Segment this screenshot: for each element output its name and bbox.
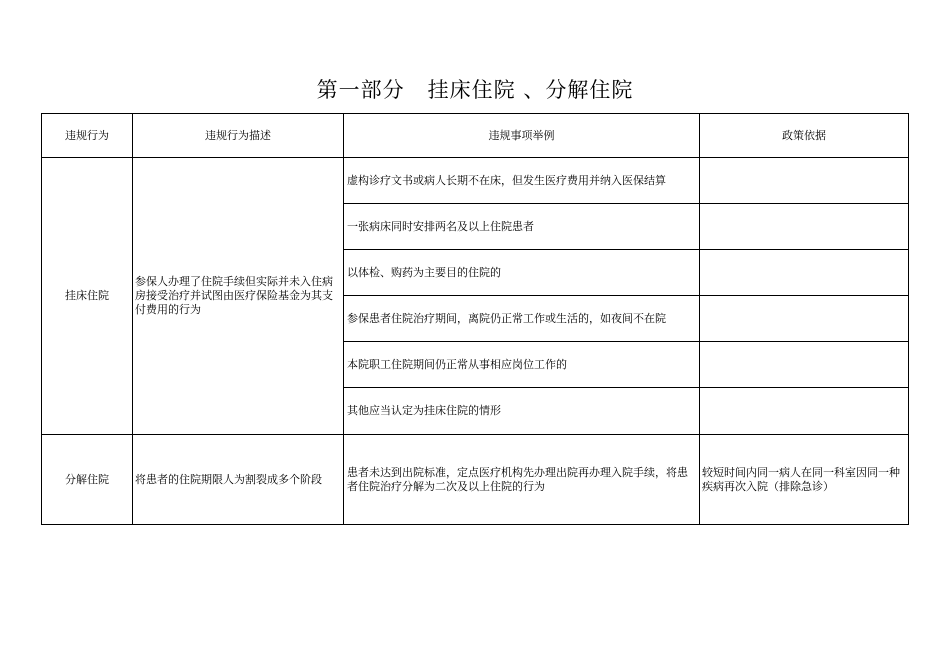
header-behavior: 违规行为 <box>42 114 133 158</box>
description-cell: 参保人办理了住院手续但实际并未入住病房接受治疗并试图由医疗保险基金为其支付费用的行为 <box>133 158 344 435</box>
violations-table <box>41 113 909 525</box>
table-header-row <box>42 114 909 158</box>
example-cell: 其他应当认定为挂床住院的情形 <box>344 388 700 435</box>
example-cell: 一张病床同时安排两名及以上住院患者 <box>344 204 700 250</box>
basis-cell <box>700 388 909 435</box>
basis-cell <box>700 250 909 296</box>
header-description: 违规行为描述 <box>133 114 344 158</box>
basis-cell: 较短时间内同一病人在同一科室因同一种疾病再次入院（排除急诊） <box>700 435 909 525</box>
basis-cell <box>700 342 909 388</box>
basis-cell <box>700 158 909 204</box>
behavior-cell: 分解住院 <box>42 435 133 525</box>
page-title: 第一部分 挂床住院 、分解住院 <box>316 78 634 102</box>
example-cell: 参保患者住院治疗期间，离院仍正常工作或生活的，如夜间不在院 <box>344 296 700 342</box>
example-cell: 以体检、购药为主要目的住院的 <box>344 250 700 296</box>
header-policy-basis: 政策依据 <box>700 114 909 158</box>
example-cell: 患者未达到出院标准，定点医疗机构先办理出院再办理入院手续，将患者住院治疗分解为二次及以上住院的行为 <box>344 435 700 525</box>
example-cell: 本院职工住院期间仍正常从事相应岗位工作的 <box>344 342 700 388</box>
description-cell: 将患者的住院期限人为割裂成多个阶段 <box>133 435 344 525</box>
header-examples: 违规事项举例 <box>344 114 700 158</box>
example-cell: 虚构诊疗文书或病人长期不在床，但发生医疗费用并纳入医保结算 <box>344 158 700 204</box>
table-row <box>42 158 909 204</box>
basis-cell <box>700 296 909 342</box>
basis-cell <box>700 204 909 250</box>
table-row <box>42 435 909 525</box>
behavior-cell: 挂床住院 <box>42 158 133 435</box>
